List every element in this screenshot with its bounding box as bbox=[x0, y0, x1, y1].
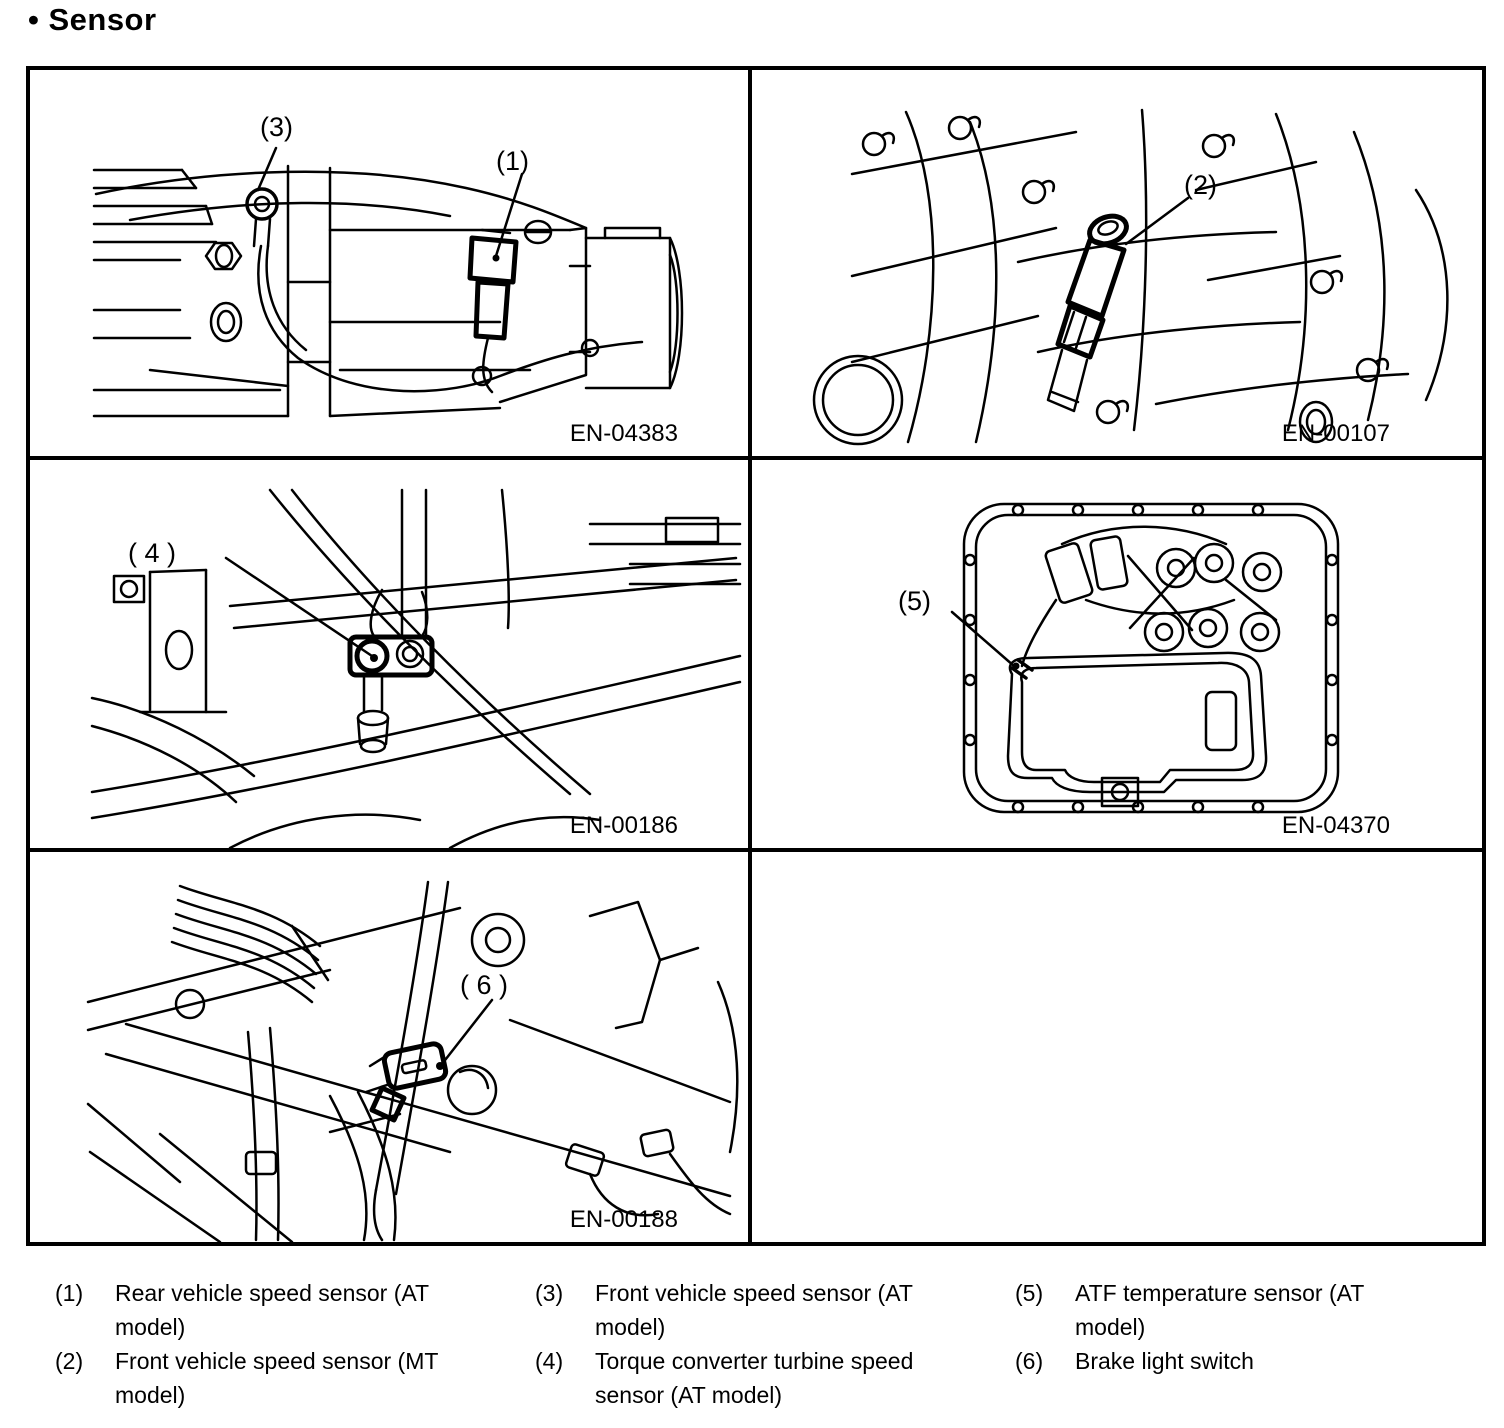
legend-item-2 bbox=[55, 1344, 535, 1412]
figure-id: EN-00186 bbox=[569, 812, 678, 839]
page-title: • Sensor bbox=[28, 2, 157, 37]
legend-text: Torque converter turbine speed sensor (AT model) bbox=[595, 1348, 914, 1408]
legend-item-3 bbox=[535, 1276, 1015, 1344]
figure-id: EN-00107 bbox=[1281, 420, 1390, 447]
legend-column-2 bbox=[535, 1276, 1015, 1412]
panel-empty bbox=[752, 852, 1482, 1242]
legend-text: Front vehicle speed sensor (MT model) bbox=[115, 1348, 438, 1408]
legend-number: (1) bbox=[55, 1280, 84, 1306]
panel-rear-front-speed-sensor-at bbox=[30, 70, 752, 460]
transmission-rear-extension-drawing bbox=[30, 70, 748, 456]
callout-5: (5) bbox=[898, 586, 931, 616]
legend-item-4 bbox=[535, 1344, 1015, 1412]
legend-column-1 bbox=[55, 1276, 535, 1412]
brake-pedal-switch-drawing bbox=[30, 852, 748, 1242]
legend-item-1 bbox=[55, 1276, 535, 1344]
figure-id: EN-00188 bbox=[569, 1206, 678, 1233]
callout-2: (2) bbox=[1184, 170, 1217, 200]
legend-item-5 bbox=[1015, 1276, 1495, 1344]
callout-4: ( 4 ) bbox=[128, 538, 177, 568]
callout-6: ( 6 ) bbox=[460, 970, 509, 1000]
legend-item-6 bbox=[1015, 1344, 1495, 1378]
mt-case-sensor-drawing bbox=[752, 70, 1482, 456]
figure-grid bbox=[26, 66, 1486, 1246]
panel-brake-light-switch bbox=[30, 852, 752, 1242]
legend-number: (6) bbox=[1015, 1348, 1044, 1374]
legend bbox=[55, 1276, 1495, 1412]
figure-id: EN-04370 bbox=[1281, 812, 1390, 839]
legend-number: (2) bbox=[55, 1348, 84, 1374]
legend-text: Brake light switch bbox=[1075, 1348, 1254, 1374]
legend-number: (3) bbox=[535, 1280, 564, 1306]
oil-pan-valve-body-drawing bbox=[752, 460, 1482, 848]
figure-id: EN-04383 bbox=[569, 420, 678, 447]
legend-text: Rear vehicle speed sensor (AT model) bbox=[115, 1280, 429, 1340]
callout-3: (3) bbox=[260, 112, 293, 142]
legend-text: Front vehicle speed sensor (AT model) bbox=[595, 1280, 913, 1340]
legend-text: ATF temperature sensor (AT model) bbox=[1075, 1280, 1364, 1340]
legend-column-3 bbox=[1015, 1276, 1495, 1412]
legend-number: (5) bbox=[1015, 1280, 1044, 1306]
legend-number: (4) bbox=[535, 1348, 564, 1374]
turbine-sensor-bracket-drawing bbox=[30, 460, 748, 848]
panel-turbine-speed-sensor bbox=[30, 460, 752, 852]
panel-front-speed-sensor-mt bbox=[752, 70, 1482, 460]
callout-1: (1) bbox=[496, 146, 529, 176]
panel-atf-temperature-sensor bbox=[752, 460, 1482, 852]
